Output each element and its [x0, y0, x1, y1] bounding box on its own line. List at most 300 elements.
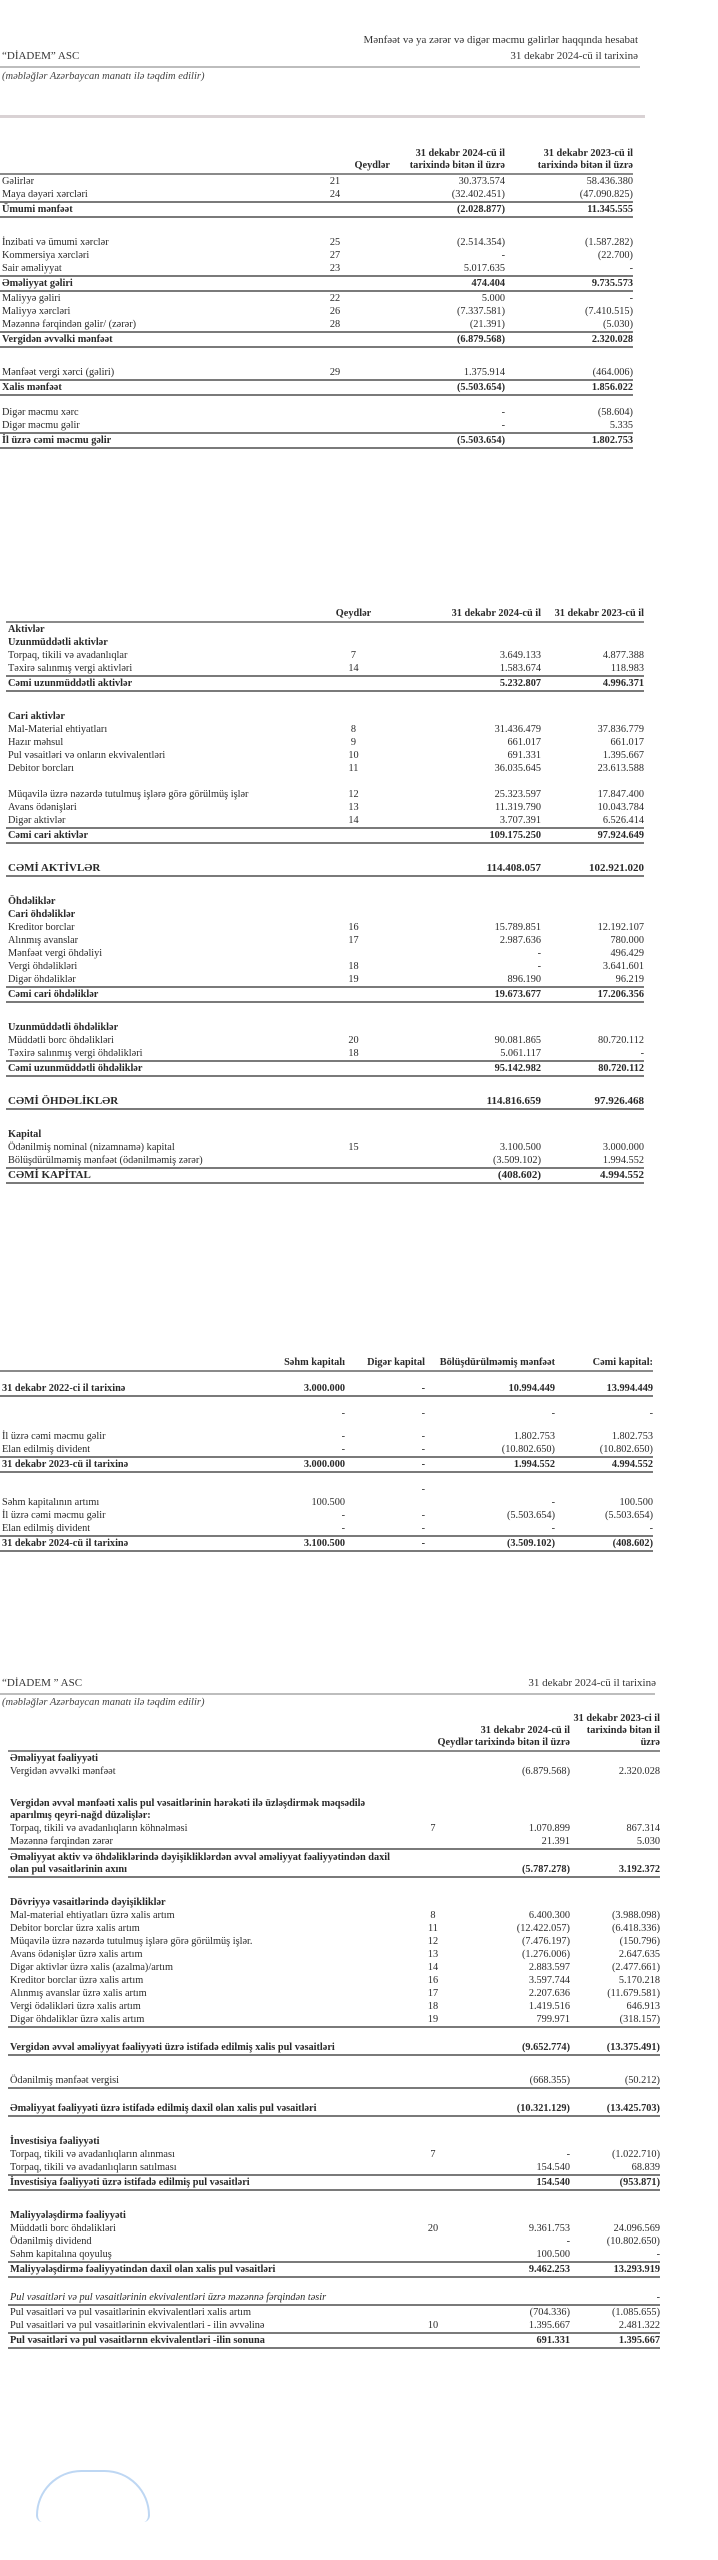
table-row [6, 676, 644, 691]
row-value-y2024: 21.391 [473, 1835, 570, 1849]
row-value-y2024: 30.373.574 [458, 176, 505, 188]
row-value-y2023: 10.043.784 [597, 802, 644, 813]
row-value-y2023: (953.871) [570, 2175, 660, 2190]
row-note: 29 [280, 366, 390, 380]
row-value-y2023: 4.877.388 [602, 650, 644, 661]
row-note [306, 1021, 401, 1034]
table-row [8, 2319, 660, 2333]
row-note: 10 [393, 2319, 473, 2333]
row-value-y2024: 31.436.479 [494, 724, 541, 735]
row-value-y2024: 154.540 [473, 2175, 570, 2190]
table-row [8, 2235, 660, 2248]
row-value-y2023: 5.335 [505, 419, 633, 433]
row-label: Ödənilmiş dividend [10, 2236, 92, 2248]
row-note [306, 622, 401, 636]
row-value-y2024: (9.652.774) [473, 2027, 570, 2055]
row-label: Hazır məhsul [8, 737, 64, 748]
row-value-y2023: 1.856.022 [505, 380, 633, 395]
row-spacer [8, 1877, 660, 1896]
table-row [8, 1751, 660, 1765]
row-value-y2024: 5.232.807 [401, 676, 541, 691]
cash-flow-table [8, 1713, 660, 2349]
table-row [6, 1061, 644, 1076]
row-value-y2024: (12.422.057) [516, 1923, 570, 1935]
row-spacer [0, 395, 633, 406]
row-spacer [0, 217, 633, 236]
row-label: Məzənnə fərqindən zərər [8, 1835, 393, 1849]
row-label: Bölüşdürülməmiş mənfəət (ödənilməmiş zərər) [6, 1154, 306, 1168]
row-value-y2023: 118.983 [541, 662, 644, 676]
table-row [0, 249, 633, 262]
row-value-y2023: (47.090.825) [505, 188, 633, 202]
table-row [6, 636, 644, 649]
table-row [8, 1948, 660, 1961]
row-note [393, 1896, 473, 1909]
row-value-y2024 [401, 710, 541, 723]
col-2023: 31 dekabr 2023-ci il tarixində bitən il üzrə [570, 1713, 660, 1751]
row-value-y2024: - [501, 250, 505, 262]
row-note [393, 2262, 473, 2277]
row-value-y2023: 12.192.107 [597, 922, 644, 933]
table-row [8, 2305, 660, 2319]
table-row [6, 801, 644, 814]
table-row [6, 814, 644, 828]
row-label: Pul vəsaitləri və pul vəsaitlərinin ekvivalentləri üzrə məzənnə fərqindən təsir [8, 2277, 393, 2305]
row-value-y2024 [473, 1751, 570, 1765]
row-label: Avans ödənişlər üzrə xalis artım [10, 1949, 143, 1961]
row-label: Torpaq, tikili və avadanlıqların alınması [10, 2149, 175, 2161]
row-label: Mal-Material ehtiyatları [8, 724, 108, 735]
row-spacer [6, 1109, 644, 1128]
row-note [393, 1849, 473, 1877]
table-row [6, 649, 644, 662]
income-statement-date: 31 dekabr 2024-cü il tarixinə [510, 50, 638, 62]
row-label: Aktivlər [8, 624, 45, 635]
row-value-y2023: 11.345.555 [505, 202, 633, 217]
row-spacer [0, 1396, 653, 1407]
row-note: 10 [348, 750, 359, 761]
row-label: İnvestisiya fəaliyyəti üzrə istifadə edilmiş pul vəsaitləri [8, 2175, 393, 2190]
row-label: Əməliyyat fəaliyyəti [10, 1753, 98, 1765]
row-value-y2024: 90.081.865 [494, 1035, 541, 1046]
row-label: Maliyyələşdirmə fəaliyyətindən daxil olan xalis pul vəsaitləri [8, 2262, 393, 2277]
row-note: 18 [348, 961, 359, 972]
row-value-y2024: (6.879.568) [390, 332, 505, 347]
table-row [8, 1922, 660, 1935]
row-value-y2023: (7.410.515) [584, 306, 633, 318]
row-label: Elan edilmiş divident [0, 1443, 215, 1457]
row-note: 27 [329, 250, 341, 262]
row-value-y2023: 9.735.573 [505, 276, 633, 291]
table-row [6, 723, 644, 736]
row-value-y2024: (7.337.581) [456, 306, 505, 318]
table-row [8, 2262, 660, 2277]
row-note [280, 419, 390, 433]
col-2023: 31 dekabr 2023-cü il tarixində bitən il üzrə [505, 148, 633, 174]
row-value-y2023: (150.796) [619, 1936, 660, 1948]
row-label: 31 dekabr 2023-cü il tarixinə [0, 1457, 215, 1472]
row-value-other-capital: - [345, 1536, 425, 1551]
row-value-y2023: 5.170.218 [618, 1975, 660, 1987]
row-value-y2023: 17.206.356 [541, 987, 644, 1002]
row-value-y2024: 114.408.057 [401, 862, 541, 876]
row-value-y2024: (1.276.006) [521, 1949, 570, 1961]
table-row [6, 947, 644, 960]
row-note: 18 [427, 2001, 439, 2013]
table-row [0, 1536, 653, 1551]
col-notes: Qeydlər [306, 608, 401, 622]
row-value-y2024: 3.597.744 [528, 1975, 570, 1987]
row-value-share-capital: - [341, 1431, 345, 1442]
row-value-y2024 [401, 622, 541, 636]
row-value-total: (10.802.650) [555, 1443, 653, 1457]
row-label: Səhm kapitalının artımı [2, 1497, 100, 1508]
row-value-y2024: (5.787.278) [473, 1849, 570, 1877]
row-note [306, 1154, 401, 1168]
row-label: Məzənnə fərqindən gəlir/ (zərər) [0, 318, 280, 332]
row-spacer [6, 876, 644, 895]
row-value-y2023: 96.219 [541, 973, 644, 987]
table-row [6, 987, 644, 1002]
row-value-y2024 [401, 895, 541, 908]
row-note: 9 [350, 737, 357, 748]
row-label: CƏMİ KAPİTAL [6, 1168, 306, 1183]
row-value-y2023: 102.921.020 [541, 862, 644, 876]
row-note: 25 [329, 237, 341, 249]
table-row [8, 2027, 660, 2055]
page-divider [0, 115, 645, 118]
table-row [6, 1168, 644, 1183]
row-value-y2023: 24.096.569 [613, 2223, 660, 2235]
row-note [306, 1128, 401, 1141]
row-note: 7 [430, 2149, 436, 2161]
row-value-y2024: 9.462.253 [473, 2262, 570, 2277]
row-note [306, 908, 401, 921]
row-value-y2024 [401, 1128, 541, 1141]
row-value-y2023: 3.000.000 [602, 1142, 644, 1153]
row-value-retained: (5.503.654) [506, 1510, 555, 1521]
row-value-total: - [649, 1408, 653, 1419]
row-value-y2024: - [566, 2236, 570, 2248]
table-row [8, 2135, 660, 2148]
row-value-total [555, 1483, 653, 1496]
row-label: Ödənilmiş nominal (nizamnamə) kapital [8, 1142, 175, 1153]
row-label: CƏMİ ÖHDƏLİKLƏR [6, 1095, 306, 1109]
row-value-y2023: (1.022.710) [611, 2149, 660, 2161]
row-value-y2024: 109.175.250 [401, 828, 541, 843]
row-note [280, 380, 390, 395]
row-note: 15 [348, 1142, 359, 1153]
row-value-y2023: 646.913 [626, 2001, 660, 2013]
table-row [8, 1835, 660, 1849]
row-value-y2024: 154.540 [473, 2161, 570, 2175]
table-row [8, 2088, 660, 2116]
table-row [0, 332, 633, 347]
row-note [306, 828, 401, 843]
table-row [6, 1047, 644, 1061]
row-note [393, 1751, 473, 1765]
row-value-y2024: - [501, 407, 505, 419]
col-2024: 31 dekabr 2024-cü il tarixində bitən il üzrə [473, 1713, 570, 1751]
row-note: 14 [427, 1962, 439, 1974]
row-value-retained: - [551, 1497, 555, 1508]
row-note [280, 202, 390, 217]
row-note: 20 [427, 2223, 439, 2235]
row-label: Digər öhdəliklər üzrə xalis artım [8, 2013, 393, 2027]
row-value-share-capital: - [215, 1522, 345, 1536]
table-row [6, 662, 644, 676]
table-row [6, 862, 644, 876]
table-row [6, 921, 644, 934]
row-label: Avans ödənişləri [8, 802, 77, 813]
row-label: Dövriyyə vəsaitlərində dəyişikliklər [10, 1897, 166, 1909]
row-note: 11 [348, 763, 359, 774]
row-value-y2024: (5.503.654) [390, 380, 505, 395]
row-value-y2024: (2.514.354) [456, 237, 505, 249]
row-label: Digər məcmu gəlir [0, 419, 280, 433]
row-value-y2024: 1.395.667 [473, 2319, 570, 2333]
table-row [8, 1909, 660, 1922]
row-label: Maliyyələşdirmə fəaliyyəti [10, 2210, 126, 2222]
row-value-retained: - [425, 1522, 555, 1536]
row-value-retained [425, 1483, 555, 1496]
table-row [0, 1407, 653, 1420]
row-value-y2024 [473, 2277, 570, 2305]
table-row [8, 2222, 660, 2235]
row-note: 12 [348, 789, 359, 800]
row-note: 24 [280, 188, 390, 202]
row-label: Alınmış avanslar üzrə xalis artım [10, 1988, 147, 2000]
table-row [0, 262, 633, 276]
table-row [0, 1457, 653, 1472]
row-value-y2024: (21.391) [390, 318, 505, 332]
table-row [6, 1141, 644, 1154]
row-label: Əməliyyat gəliri [0, 276, 280, 291]
row-value-other-capital: - [421, 1510, 425, 1521]
col-retained-earnings: Bölüşdürülməmiş mənfəət [425, 1357, 555, 1371]
row-value-y2024: 11.319.790 [495, 802, 541, 813]
row-value-y2024: 19.673.677 [401, 987, 541, 1002]
row-label: Digər aktivlər üzrə xalis (azalma)/artım [10, 1962, 173, 1974]
row-value-retained: 1.802.753 [513, 1431, 555, 1442]
row-value-y2023: 17.847.400 [597, 789, 644, 800]
row-value-y2024: 1.070.899 [528, 1823, 570, 1835]
row-note [306, 1095, 401, 1109]
row-note: 18 [306, 1047, 401, 1061]
row-label: Alınmış avanslar [8, 935, 79, 946]
row-spacer [6, 1002, 644, 1021]
row-label: Pul vəsaitləri və pul vəsaitlərinin ekvivalentləri xalis artım [10, 2307, 252, 2319]
row-value-y2024 [473, 1896, 570, 1909]
table-row [0, 1483, 653, 1496]
row-label: Əməliyyat aktiv və öhdəliklərində dəyişikliklərdən əvvəl əməliyyat fəaliyyətindən daxil olan pul vəsaitlərinin axını [8, 1849, 393, 1877]
row-note: 7 [430, 1823, 436, 1835]
row-label: Müddətli borc öhdəlikləri [10, 2223, 116, 2235]
row-value-y2023: (13.375.491) [570, 2027, 660, 2055]
row-note: 12 [427, 1936, 439, 1948]
row-note: 7 [350, 650, 357, 661]
row-value-y2023: 2.647.635 [618, 1949, 660, 1961]
row-note: 13 [348, 802, 359, 813]
row-value-y2023: (58.604) [597, 407, 633, 419]
table-header-row [0, 1357, 653, 1371]
table-row [8, 2277, 660, 2305]
row-value-y2024 [401, 1021, 541, 1034]
table-row [6, 749, 644, 762]
row-value-y2024: (668.355) [473, 2074, 570, 2088]
row-value-y2024: 3.707.391 [401, 814, 541, 828]
row-value-retained: 10.994.449 [425, 1382, 555, 1396]
row-value-y2024: (3.509.102) [401, 1154, 541, 1168]
row-value-share-capital: 3.000.000 [215, 1457, 345, 1472]
row-label: İl üzrə cəmi məcmu gəlir [0, 433, 280, 448]
row-note [280, 332, 390, 347]
row-value-y2023: (2.477.661) [611, 1962, 660, 1974]
row-label: Digər aktivlər [6, 814, 306, 828]
row-value-y2023: 780.000 [610, 935, 644, 946]
table-row [6, 960, 644, 973]
row-spacer [8, 2055, 660, 2074]
row-value-y2024: 6.400.300 [528, 1910, 570, 1922]
table-row [0, 1382, 653, 1396]
row-label: 31 dekabr 2024-cü il tarixinə [0, 1536, 215, 1551]
row-label: Kreditor borclar üzrə xalis artım [10, 1975, 144, 1987]
row-value-y2024 [401, 908, 541, 921]
table-row [6, 908, 644, 921]
row-label: Cəmi uzunmüddətli aktivlər [6, 676, 306, 691]
row-note [393, 2248, 473, 2262]
row-note [393, 2027, 473, 2055]
currency-note: (məbləğlər Azərbaycan manatı ilə təqdim edilir) [2, 71, 205, 82]
row-label: Cəmi cari aktivlər [6, 828, 306, 843]
row-value-y2023: 80.720.112 [541, 1061, 644, 1076]
table-row [6, 1128, 644, 1141]
table-row [0, 1443, 653, 1457]
row-value-y2024: 3.649.133 [499, 650, 541, 661]
row-label: Maliyyə gəliri [2, 293, 61, 305]
table-row [6, 775, 644, 801]
table-row [0, 276, 633, 291]
balance-sheet-table [6, 608, 644, 1184]
table-row [0, 366, 633, 380]
row-value-share-capital: - [215, 1443, 345, 1457]
row-value-y2024: 25.323.597 [494, 789, 541, 800]
table-row [8, 1896, 660, 1909]
row-label: Vergidən əvvəlki mənfəət [0, 332, 280, 347]
row-value-y2024: - [566, 2149, 570, 2161]
row-label: Müddətli borc öhdəlikləri [8, 1035, 114, 1046]
row-value-y2023: (464.006) [505, 366, 633, 380]
row-note [393, 2175, 473, 2190]
col-2024: 31 dekabr 2024-cü il [401, 608, 541, 622]
row-label: İl üzrə cəmi məcmu gəlir [2, 1431, 106, 1442]
row-label: Pul vəsaitləri və pul vəsaitlərinin ekvivalentləri - ilin əvvəlinə [8, 2319, 393, 2333]
row-value-y2024: 9.361.753 [528, 2223, 570, 2235]
row-value-y2023: 661.017 [610, 737, 644, 748]
row-value-y2024: 2.987.636 [499, 935, 541, 946]
row-value-y2024: 661.017 [507, 737, 541, 748]
row-value-y2023: 2.320.028 [505, 332, 633, 347]
row-note [280, 276, 390, 291]
row-value-y2023: 1.395.667 [602, 750, 644, 761]
cash-flow-currency-note: (məbləğlər Azərbaycan manatı ilə təqdim edilir) [2, 1697, 205, 1708]
row-label: İnvestisiya fəaliyyəti [10, 2136, 100, 2148]
row-label: Torpaq, tikili və avadanlıqlar [8, 650, 128, 661]
row-value-y2024: 5.061.117 [401, 1047, 541, 1061]
row-value-y2023: 58.436.380 [586, 176, 633, 188]
row-spacer [6, 843, 644, 862]
table-row [8, 1974, 660, 1987]
row-value-y2023: (6.418.336) [611, 1923, 660, 1935]
row-value-y2023 [541, 622, 644, 636]
row-value-y2023: (11.679.581) [607, 1988, 660, 2000]
table-row [0, 174, 633, 188]
row-spacer [0, 1371, 653, 1382]
row-value-y2024: 799.971 [473, 2013, 570, 2027]
table-row [8, 2074, 660, 2088]
row-note [393, 2277, 473, 2305]
row-value-y2023: 867.314 [626, 1823, 660, 1835]
table-row [0, 305, 633, 318]
row-note [393, 2135, 473, 2148]
row-value-other-capital: - [421, 1431, 425, 1442]
row-value-y2023 [541, 710, 644, 723]
row-value-y2023: (10.802.650) [606, 2236, 660, 2248]
table-row [8, 1961, 660, 1974]
row-note [306, 636, 401, 649]
row-value-y2023: - [505, 262, 633, 276]
row-value-total: 1.802.753 [611, 1431, 653, 1442]
row-label: CƏMİ AKTİVLƏR [6, 862, 306, 876]
header-rule [0, 1693, 655, 1695]
table-row [8, 2209, 660, 2222]
row-label: Ümumi mənfəət [0, 202, 280, 217]
row-note: 16 [348, 922, 359, 933]
row-label: Cəmi cari öhdəliklər [6, 987, 306, 1002]
row-value-y2023: 6.526.414 [541, 814, 644, 828]
row-label: 31 dekabr 2022-ci il tarixinə [0, 1382, 215, 1396]
row-value-total: 100.500 [619, 1497, 653, 1508]
table-row [6, 1021, 644, 1034]
table-row [0, 236, 633, 249]
col-2024: 31 dekabr 2024-cü il tarixində bitən il üzrə [390, 148, 505, 174]
row-value-retained: - [551, 1408, 555, 1419]
row-value-y2023 [541, 908, 644, 921]
row-note [280, 406, 390, 419]
row-value-y2024: 1.375.914 [390, 366, 505, 380]
row-value-y2024 [473, 2135, 570, 2148]
row-value-y2023 [570, 2209, 660, 2222]
cash-flow-date: 31 dekabr 2024-cü il tarixinə [528, 1677, 656, 1689]
row-value-y2024: (6.879.568) [521, 1766, 570, 1778]
row-value-y2023: 4.996.371 [541, 676, 644, 691]
table-row [0, 318, 633, 332]
row-spacer [0, 1472, 653, 1483]
row-label: Mənfəət vergi öhdəliyi [8, 948, 103, 959]
row-value-share-capital [215, 1483, 345, 1496]
row-value-y2023: 68.839 [570, 2161, 660, 2175]
row-value-y2024: 2.207.636 [528, 1988, 570, 2000]
row-label: Vergidən əvvəl əməliyyat fəaliyyəti üzrə istifadə edilmiş xalis pul vəsaitləri [8, 2027, 393, 2055]
row-value-y2023 [541, 1021, 644, 1034]
row-label: Ödənilmiş mənfəət vergisi [8, 2074, 393, 2088]
table-header-row [8, 1713, 660, 1751]
row-value-y2023: 5.030 [570, 1835, 660, 1849]
row-note: 16 [427, 1975, 439, 1987]
row-value-y2024 [473, 1796, 570, 1822]
row-value-retained: 1.994.552 [425, 1457, 555, 1472]
row-value-y2024: 5.000 [481, 293, 505, 305]
